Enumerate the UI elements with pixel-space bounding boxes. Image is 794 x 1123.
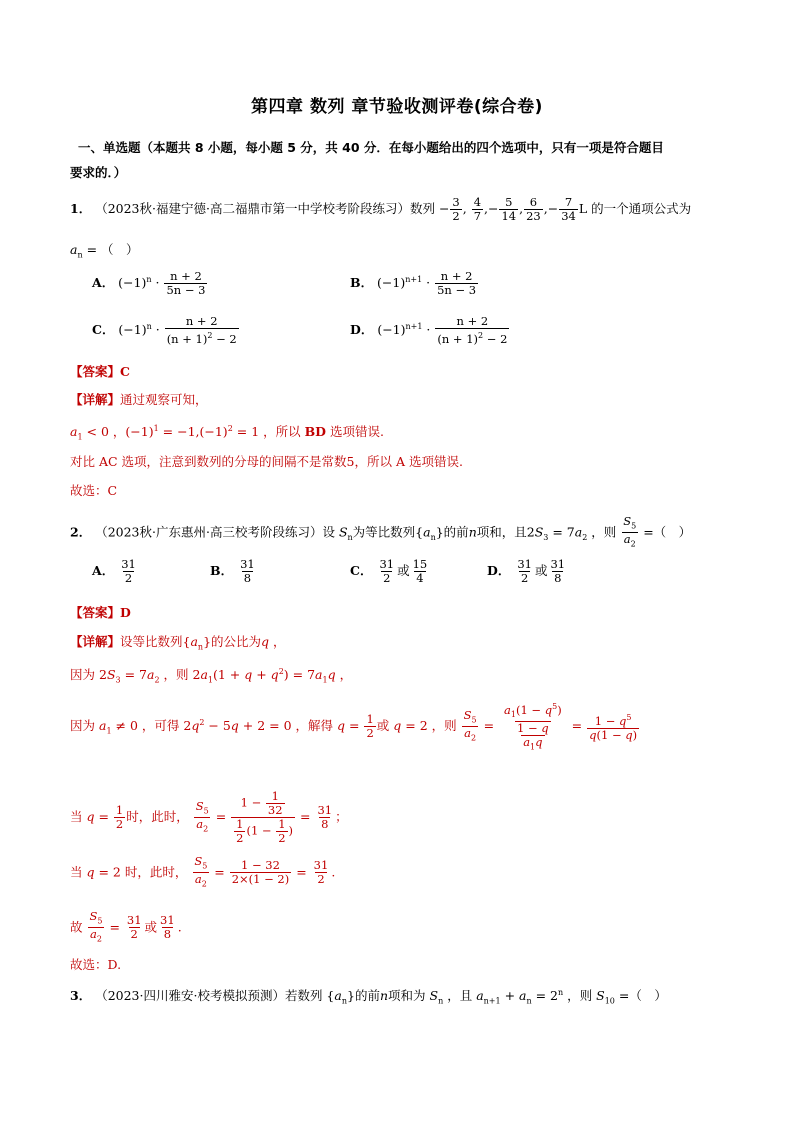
q1-option-a[interactable]: A． $(-1)^n$ · $\frac{n + 2}{5n - 3}$ bbox=[92, 269, 206, 297]
q1-detail-3: 对比 AC 选项，注意到数列的分母的间隔不是常数5，所以 A 选项错误. bbox=[70, 454, 463, 469]
question-1-source: （2023秋·福建宁德·高二福鼎市第一中学校考阶段练习）数列 bbox=[95, 201, 435, 216]
page-title: 第四章 数列 章节验收测评卷(综合卷) bbox=[251, 97, 543, 117]
q2-option-c[interactable]: C． $\frac{31}{2}$ 或 $\frac{15}{4}$ bbox=[350, 557, 428, 585]
q2-detail-4: 当 q = $\frac{1}{2}$ 时，此时， $\frac{S_5}{a_2}$ = 1 − $\frac{1}{32}$ $\frac{1}{2}$ (1 − $\frac{1}{2}$ ) = $\frac{31}{8}$ ； bbox=[70, 789, 348, 845]
q2-option-a[interactable]: A． $\frac{31}{2}$ bbox=[92, 557, 136, 585]
q2-conclusion: 故选：D. bbox=[70, 957, 122, 972]
q2-option-d[interactable]: D． $\frac{31}{2}$ 或 $\frac{31}{8}$ bbox=[487, 557, 566, 585]
question-3-number: 3． bbox=[70, 988, 92, 1003]
q2-detail-3: 因为 $a_1 \ne 0$ ，可得 $2q^2 - 5q + 2 = 0$ ，解得 q = $\frac{1}{2}$ 或 q = 2 ，则 $\frac{S_5}{a_2}$ = $\frac{\frac{a_1(1 - q^5)}{1 - q}}{a_1q}$ = $\frac{1 - q^5}{q(1 - q)}$ bbox=[70, 702, 638, 752]
question-3: 3． （2023·四川雅安·校考模拟预测）若数列 $\{a_n\}$的前n项和为 $S_n$ ，且 $a_{n+1} + a_n = 2^n$ ，则 $S_{10}$ =（ ） bbox=[70, 987, 667, 1006]
question-1-sequence: − $\frac{3}{2}$ , $\frac{4}{7}$ ,− $\frac{5}{14}$ , $\frac{6}{23}$ ,− $\frac{7}{34}$ L bbox=[438, 195, 592, 223]
q1-answer: 【答案】C bbox=[70, 364, 130, 379]
q2-option-b[interactable]: B． $\frac{31}{8}$ bbox=[210, 557, 255, 585]
question-2: 2． （2023秋·广东惠州·高三校考阶段练习）设 $S_n$为等比数列$\{a_n\}$的前n项和，且$2S_3 = 7a_2$ ，则 $\frac{S_5}{a_2}$ =（ ） bbox=[70, 514, 692, 549]
question-3-source: （2023·四川雅安·校考模拟预测）若数列 bbox=[95, 988, 323, 1003]
q1-conclusion: 故选：C bbox=[70, 483, 118, 498]
q2-detail-2: 因为 $2S_3 = 7a_2$ ，则 $2a_1(1 + q + q^2) = 7a_1q$ ， bbox=[70, 666, 353, 685]
question-2-source: （2023秋·广东惠州·高三校考阶段练习）设 bbox=[95, 524, 335, 540]
q1-option-b[interactable]: B． $(-1)^{n+1}$ · $\frac{n + 2}{5n - 3}$ bbox=[350, 269, 477, 297]
q2-answer: 【答案】D bbox=[70, 605, 131, 620]
question-1-number: 1． bbox=[70, 201, 92, 216]
q2-detail-1: 【详解】设等比数列$\{a_n\}$的公比为q ， bbox=[70, 634, 286, 652]
q1-option-d[interactable]: D． $(-1)^{n+1}$ · $\frac{n + 2}{(n + 1)^2 - 2}$ bbox=[350, 314, 508, 346]
q2-detail-6: 故 $\frac{S_5}{a_2}$ = $\frac{31}{2}$ 或 $\frac{31}{8}$ . bbox=[70, 909, 182, 944]
q1-detail-2: $a_1 < 0$ ，$(-1)^1 = -1,(-1)^2 = 1$ ，所以 BD 选项错误. bbox=[70, 423, 384, 442]
section-heading: 一、单选题（本题共 8 小题，每小题 5 分，共 40 分．在每小题给出的四个选项中，只有一项是符合题目 bbox=[78, 140, 664, 155]
section-heading-cont: 要求的．） bbox=[70, 165, 127, 180]
question-2-number: 2． bbox=[70, 524, 92, 540]
q1-detail-1: 【详解】通过观察可知， bbox=[70, 392, 208, 407]
question-1-stub: $a_n$ = （ ） bbox=[70, 242, 139, 260]
q2-detail-5: 当 q = 2 时，此时， $\frac{S_5}{a_2}$ = $\frac{1 - 32}{2\times(1 - 2)}$ = $\frac{31}{2}$ . bbox=[70, 854, 336, 889]
question-1-tail: 的一个通项公式为 bbox=[591, 201, 692, 216]
question-1 bbox=[70, 196, 691, 223]
q1-option-c[interactable]: C． $(-1)^n$ · $\frac{n + 2}{(n + 1)^2 - 2}$ bbox=[92, 314, 237, 346]
